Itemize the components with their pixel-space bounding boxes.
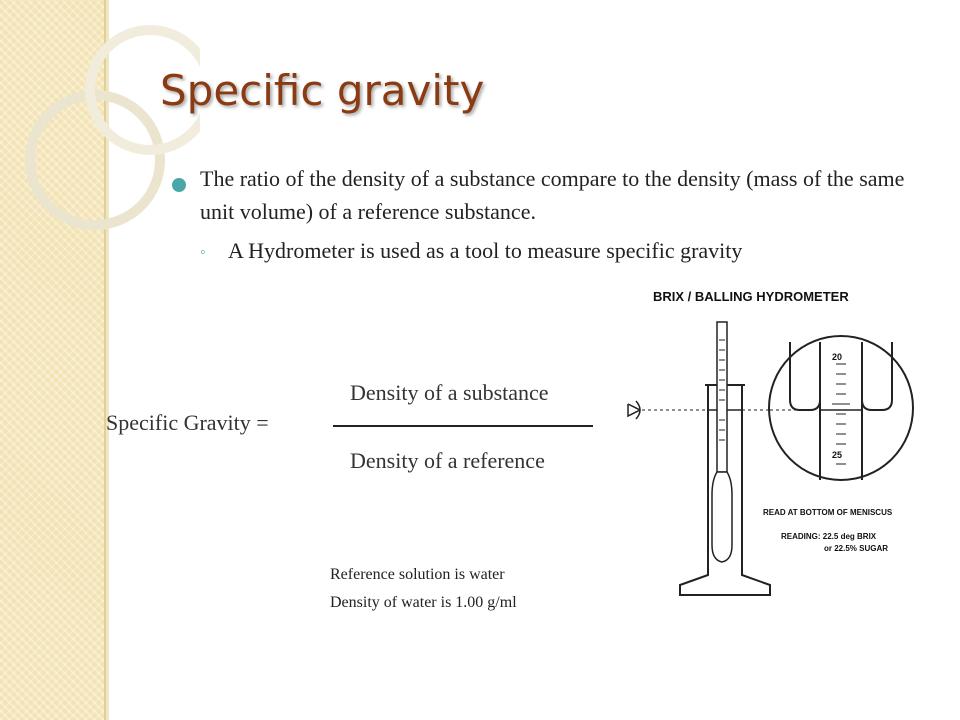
- formula-denominator: Density of a reference: [350, 448, 545, 473]
- hydrometer-figure: [610, 280, 930, 610]
- formula-lhs: Specific Gravity =: [106, 410, 269, 435]
- fraction-line: [333, 425, 593, 427]
- decorative-rings: [0, 0, 200, 260]
- figure-reading-line1: READING: 22.5 deg BRIX: [781, 532, 877, 541]
- scale-label-25: 25: [832, 450, 843, 460]
- figure-title: BRIX / BALLING HYDROMETER: [653, 289, 849, 304]
- reference-note-2: Density of water is 1.00 g/ml: [330, 594, 517, 611]
- figure-instruction: READ AT BOTTOM OF MENISCUS: [763, 508, 893, 517]
- formula-numerator: Density of a substance: [350, 380, 549, 405]
- figure-reading-line2: or 22.5% SUGAR: [824, 544, 889, 553]
- hydrometer-stem: [717, 322, 727, 472]
- hydrometer-bulb: [712, 472, 732, 562]
- slide-title: Specific gravity: [160, 66, 485, 115]
- sub-bullet-marker: ◦: [200, 244, 206, 261]
- sub-bullet-text-hydrometer: A Hydrometer is used as a tool to measure specific gravity: [228, 238, 743, 263]
- bullet-marker: [172, 178, 186, 192]
- reference-note-1: Reference solution is water: [330, 566, 505, 583]
- eye-icon: [628, 404, 640, 416]
- scale-label-20: 20: [832, 352, 843, 362]
- bullet-text-definition: The ratio of the density of a substance compare to the density (mass of the same unit volume) of a reference substance.: [200, 166, 905, 224]
